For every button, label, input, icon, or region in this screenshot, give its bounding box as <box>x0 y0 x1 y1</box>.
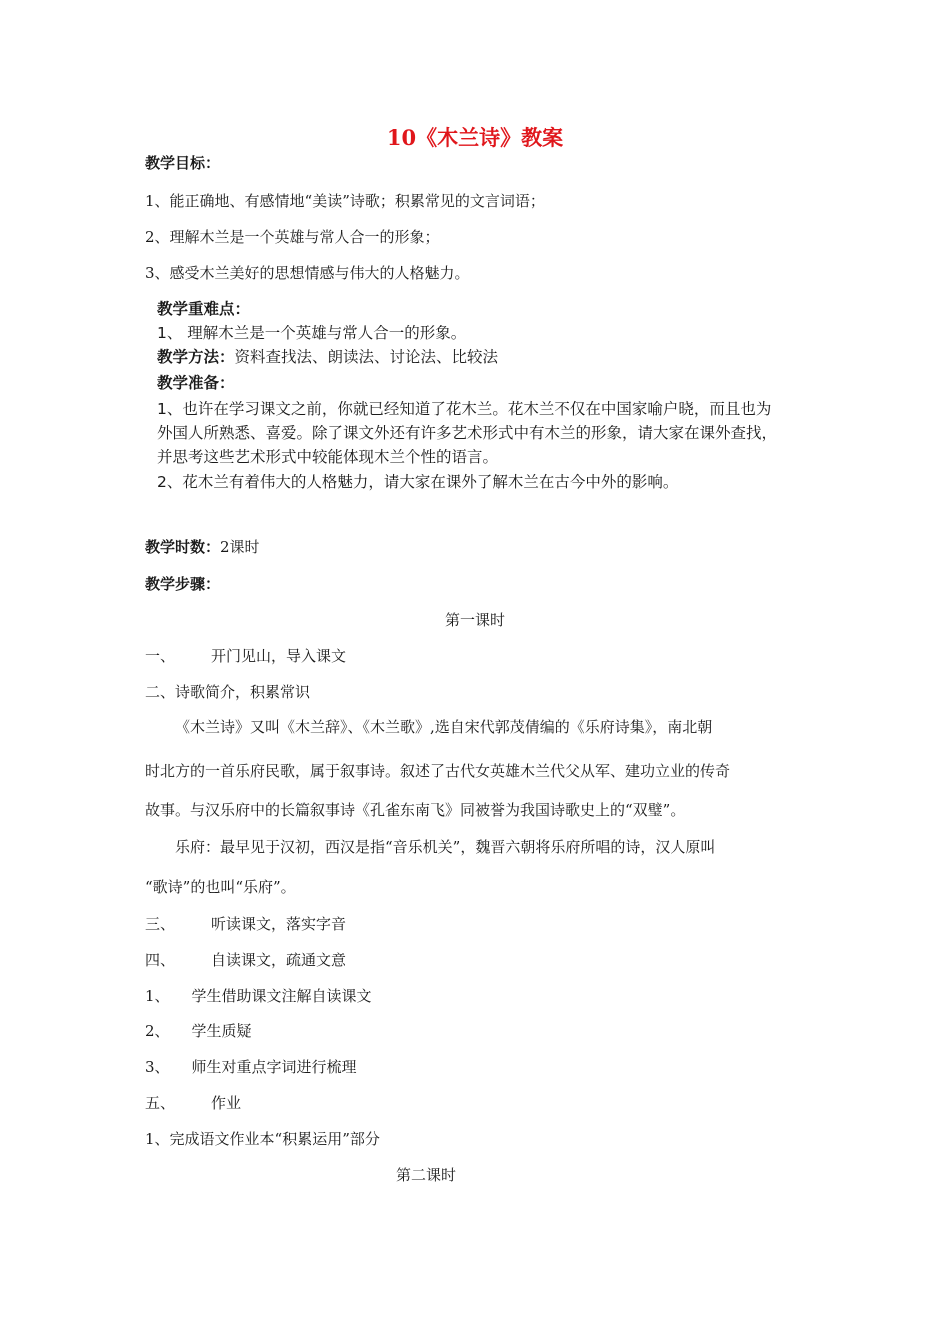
step-4-item <box>145 985 372 1006</box>
difficulty-item: 1、 理解木兰是一个英雄与常人合一的形象。 <box>157 324 467 342</box>
intro-paragraph-line: 时北方的一首乐府民歌，属于叙事诗。叙述了古代女英雄木兰代父从军、建功立业的传奇 <box>145 762 731 780</box>
step-text: 作业 <box>211 1094 242 1112</box>
objective-item: 3、感受木兰美好的思想情感与伟大的人格魅力。 <box>145 264 470 282</box>
objective-item: 2、理解木兰是一个英雄与常人合一的形象； <box>145 228 440 246</box>
step-number: 五、 <box>145 1094 176 1112</box>
yuefu-paragraph-line: 乐府：最早见于汉初，西汉是指“音乐机关”，魏晋六朝将乐府所唱的诗，汉人原叫 <box>175 838 716 856</box>
item-number: 3、 <box>145 1058 170 1076</box>
lesson1-title: 第一课时 <box>444 611 505 629</box>
item-text: 学生借助课文注解自读课文 <box>191 987 372 1005</box>
item-text: 学生质疑 <box>191 1022 252 1040</box>
step-text: 开门见山，导入课文 <box>211 647 347 665</box>
steps-heading: 教学步骤： <box>145 575 221 593</box>
hours-label: 教学时数： <box>145 538 221 556</box>
step-number: 四、 <box>145 951 176 969</box>
preparation-line: 1、也许在学习课文之前，你就已经知道了花木兰。花木兰不仅在中国家喻户晓，而且也为 <box>157 400 772 418</box>
hours-line <box>145 536 260 557</box>
item-number: 2、 <box>145 1022 170 1040</box>
step-text: 听读课文，落实字音 <box>211 915 347 933</box>
objective-item: 1、能正确地、有感情地“美读”诗歌；积累常见的文言词语； <box>145 192 545 210</box>
homework-item: 1、完成语文作业本“积累运用”部分 <box>145 1130 380 1148</box>
yuefu-paragraph-line: “歌诗”的也叫“乐府”。 <box>145 878 296 896</box>
step-4-item <box>145 1056 357 1077</box>
step-2: 二、诗歌简介，积累常识 <box>145 683 311 701</box>
step-number: 一、 <box>145 647 176 665</box>
step-number: 三、 <box>145 915 176 933</box>
step-text: 自读课文，疏通文意 <box>211 951 347 969</box>
methods-value: 资料查找法、朗读法、讨论法、比较法 <box>234 348 499 366</box>
item-text: 师生对重点字词进行梳理 <box>191 1058 357 1076</box>
methods-line <box>157 345 498 367</box>
methods-label: 教学方法： <box>157 348 235 366</box>
page-title: 10《木兰诗》教案 <box>386 125 564 150</box>
item-number: 1、 <box>145 987 170 1005</box>
objectives-heading: 教学目标： <box>145 154 221 172</box>
step-4-item <box>145 1020 252 1041</box>
step-5 <box>145 1092 241 1113</box>
preparation-line: 外国人所熟悉、喜爱。除了课文外还有许多艺术形式中有木兰的形象，请大家在课外查找， <box>157 424 778 442</box>
step-3 <box>145 913 346 934</box>
difficulty-heading: 教学重难点： <box>157 300 251 318</box>
preparation-line: 并思考这些艺术形式中较能体现木兰个性的语言。 <box>157 448 499 466</box>
preparation-heading: 教学准备： <box>157 374 235 392</box>
step-4 <box>145 949 346 970</box>
intro-paragraph-line: 《木兰诗》又叫《木兰辞》、《木兰歌》,选自宋代郭茂倩编的《乐府诗集》，南北朝 <box>175 718 713 736</box>
lesson2-title: 第二课时 <box>396 1166 457 1184</box>
step-1 <box>145 645 346 666</box>
preparation-line: 2、花木兰有着伟大的人格魅力，请大家在课外了解木兰在古今中外的影响。 <box>157 473 679 491</box>
hours-value: 2课时 <box>220 538 260 556</box>
intro-paragraph-line: 故事。与汉乐府中的长篇叙事诗《孔雀东南飞》同被誉为我国诗歌史上的“双璧”。 <box>145 801 686 819</box>
